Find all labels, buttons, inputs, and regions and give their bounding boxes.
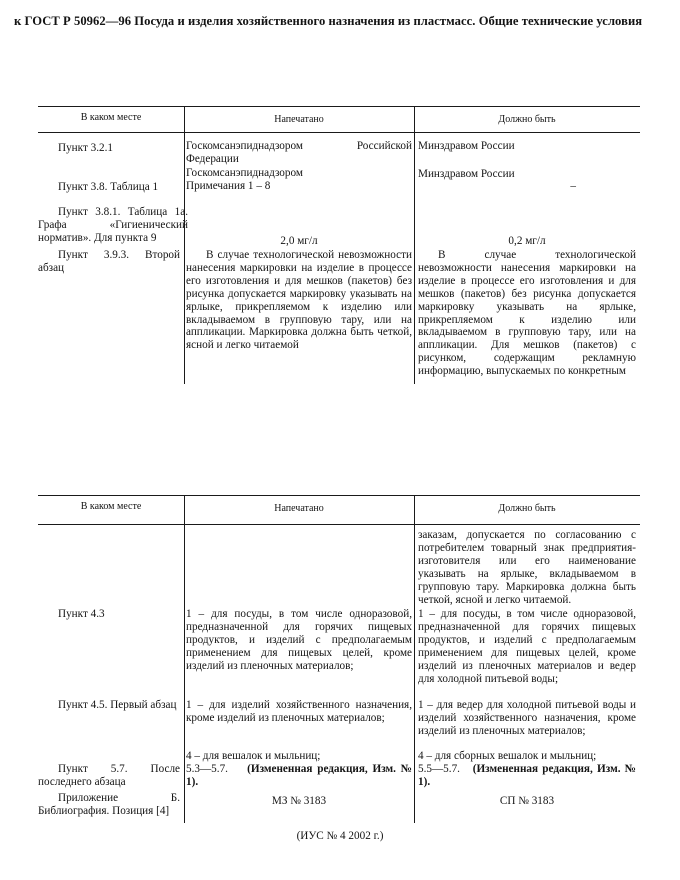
printed-bold-note: (Измененная редакция, Изм. № 1). — [186, 763, 413, 788]
printed-text: В случае технологической невозможности нанесения маркировки на изделие в процессе его изготовления и для мешков (пакетов) без рисунка допускается маркировку указывать на ярлыке, прикрепляемом к изделию или вкладываемом в групповую тару, или на аппликации. Маркировка должна быть четкой, ясной и легко читаемой — [186, 249, 412, 352]
row-location: Пункт 3.9.3. Второй абзац — [38, 249, 180, 274]
row-location: Приложение Б. Библиография. Позиция [4] — [38, 792, 180, 817]
printed-text: Госкомсанэпиднадзором Российской Федерации — [186, 140, 412, 165]
row-location: Пункт 4.3 — [58, 608, 105, 620]
column-divider — [184, 495, 185, 823]
table-border-top — [38, 106, 640, 107]
corrected-prefix: 5.5—5.7. — [418, 763, 460, 775]
corrected-text: Минздравом России — [418, 168, 515, 180]
table-header-divider — [38, 132, 640, 133]
column-header-printed: Напечатано — [274, 114, 324, 125]
printed-text: 4 – для вешалок и мыльниц; — [186, 750, 321, 762]
table-header-divider — [38, 524, 640, 525]
column-header-should-be: Должно быть — [498, 114, 556, 125]
corrected-bold-note: (Измененная редакция, Изм. № 1). — [418, 763, 636, 788]
table-border-top — [38, 495, 640, 496]
corrected-text: СП № 3183 — [499, 795, 555, 807]
corrected-text: 4 – для сборных вешалок и мыльниц; — [418, 750, 597, 762]
corrected-text — [418, 763, 636, 789]
footer-source-note: (ИУС № 4 2002 г.) — [296, 830, 384, 842]
corrected-text: – — [570, 180, 576, 192]
printed-text: 1 – для изделий хозяйственного назначения, кроме изделий из пленочных материалов; — [186, 699, 412, 724]
column-divider — [414, 495, 415, 823]
corrected-text: Минздравом России — [418, 140, 515, 152]
errata-table-2 — [38, 495, 640, 823]
printed-text: 1 – для посуды, в том числе одноразовой, предназначенной для горячих пищевых продуктов, и изделий с предполагаемым применением для пищевых целей, кроме изделий из пленочных материалов; — [186, 608, 412, 672]
document-header: к ГОСТ Р 50962—96 Посуда и изделия хозяйственного назначения из пластмасс. Общие технические условия — [14, 14, 643, 28]
row-location: Пункт 4.5. Первый абзац — [58, 699, 177, 711]
corrected-text: 1 – для ведер для холодной питьевой воды и изделий хозяйственного назначения, кроме изделий из пленочных материалов; — [418, 699, 636, 737]
column-header-printed: Напечатано — [274, 503, 324, 514]
corrected-text: В случае технологической невозможности нанесения маркировки на изделие в процессе его изготовления и для мешков (пакетов) без рисунка допускается маркировку указывать на ярлыке, прикрепляемом к изделию или вкладываемом в групповую тару, или на аппликации. Для мешков (пакетов) с рисунком, содержащим рекламную информацию, выпускаемых по конкретным — [418, 249, 636, 378]
column-divider — [414, 106, 415, 384]
corrected-text-continued: заказам, допускается по согласованию с потребителем товарный знак предприятия-изготовителя или его наименование указывать на ярлыке, вкладываемом в групповую тару. Маркировка должна быть четкой, ясной и легко читаемой. — [418, 529, 636, 606]
printed-text: МЗ № 3183 — [271, 795, 327, 807]
row-location: Пункт 3.2.1 — [58, 142, 114, 154]
printed-text: Госкомсанэпиднадзором — [186, 167, 303, 179]
row-location: Пункт 3.8.1. Таблица 1а. Графа «Гигиенический норматив». Для пункта 9 — [38, 206, 188, 244]
corrected-text: 0,2 мг/л — [508, 235, 546, 247]
corrected-text: 1 – для посуды, в том числе одноразовой, предназначенной для горячих пищевых продуктов, и изделий с предполагаемым применением для пищевых целей, кроме изделий из пленочных материалов и ведер для холодной питьевой воды; — [418, 608, 636, 685]
printed-text — [186, 763, 412, 789]
column-header-should-be: Должно быть — [498, 503, 556, 514]
row-location: Пункт 5.7. После последнего абзаца — [38, 763, 180, 788]
errata-table-1 — [38, 106, 640, 384]
printed-prefix: 5.3—5.7. — [186, 763, 228, 775]
column-header-where: В каком месте — [80, 112, 142, 123]
printed-text: 2,0 мг/л — [280, 235, 318, 247]
column-header-where: В каком месте — [80, 501, 142, 512]
column-divider — [184, 106, 185, 384]
printed-text: Примечания 1 – 8 — [186, 180, 271, 192]
row-location: Пункт 3.8. Таблица 1 — [58, 181, 159, 193]
